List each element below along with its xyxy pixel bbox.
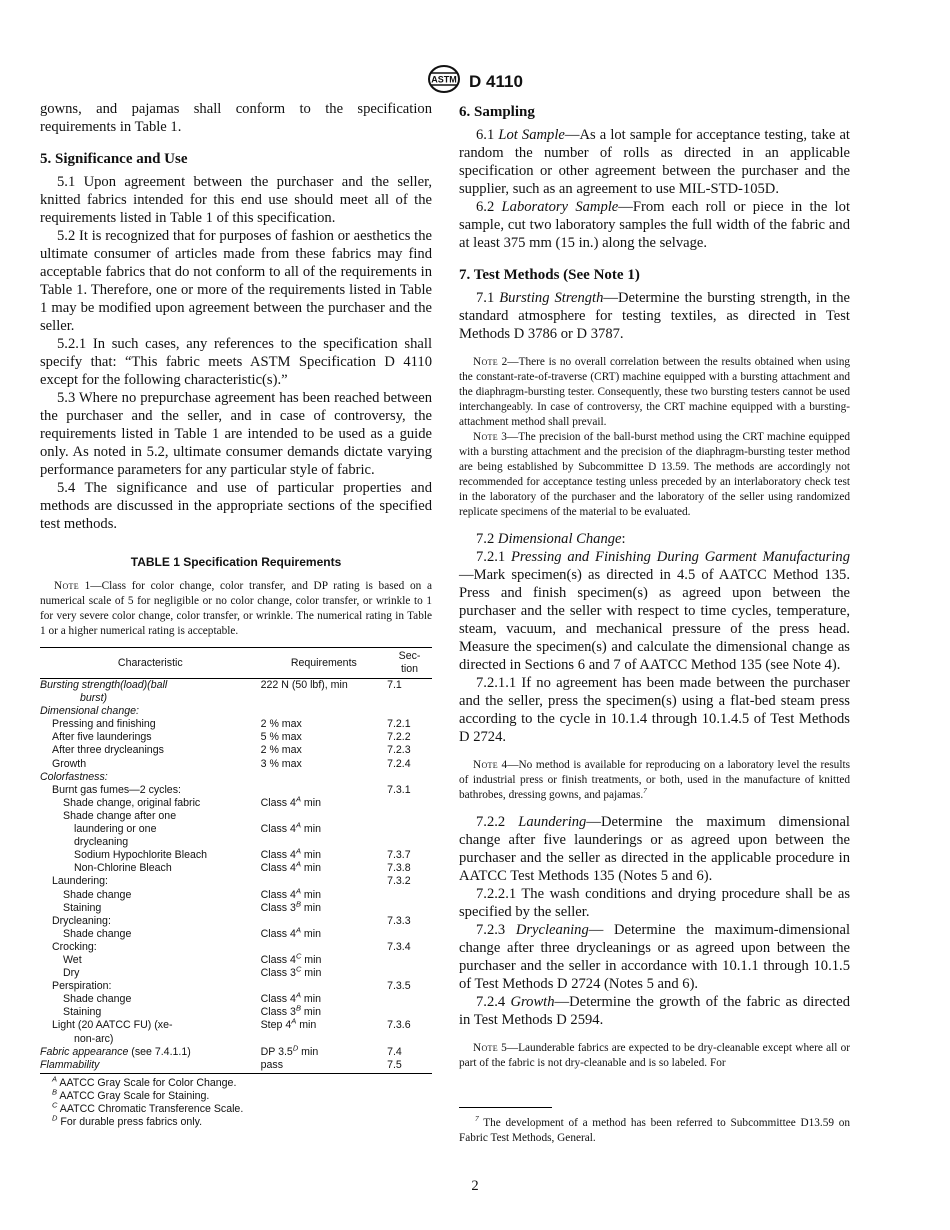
table-title: TABLE 1 Specification Requirements: [130, 555, 342, 569]
para-7-2-2: 7.2.2 Laundering—Determine the maximum dimensional change after five launderings or as agreed upon between the purchaser and the seller as directed in the applicable procedure in AATCC Test Methods 135 (Notes 5 and 6).: [459, 814, 850, 884]
cell-characteristic: Colorfastness:: [40, 770, 108, 783]
cell-section: 7.1: [387, 679, 402, 691]
cell-characteristic: Bursting strength(load)(ball: [40, 679, 168, 691]
cell-section: [387, 836, 432, 849]
astm-logo: [427, 64, 461, 99]
cell-section: [387, 928, 432, 941]
table-row: [40, 1046, 432, 1059]
cell-characteristic: Shade change, original fabric: [63, 796, 201, 809]
cell-characteristic: After five launderings: [52, 731, 152, 744]
cell-section: 7.2.4: [387, 757, 411, 770]
cell-characteristic: Sodium Hypochlorite Bleach: [74, 849, 208, 862]
cell-requirement: [261, 810, 387, 823]
cell-section: 7.3.2: [387, 875, 411, 888]
table-row: [40, 679, 432, 693]
cell-characteristic: drycleaning: [74, 836, 129, 849]
col-header-section: Sec- tion: [387, 648, 432, 679]
table-row: [40, 836, 432, 849]
note-1: Note 1—Class for color change, color transfer, and DP rating is based on a numerical scale of 5 for negligible or no color change, color transfer, or wrinkle to 1 for very severe color change, color transfer, or wrinkle. The numerical rating in Table 1 or a higher numerical rating is acceptable.: [40, 580, 432, 637]
para-5-1: 5.1 Upon agreement between the purchaser and the seller, knitted fabrics intended for this end use should meet all of the requirements listed in Table 1 of this specification.: [40, 174, 432, 226]
designation: D 4110: [469, 71, 523, 91]
table-row: [40, 967, 432, 980]
cell-characteristic: Staining: [63, 901, 102, 914]
cell-requirement: Class $4^A$ min: [260, 794, 321, 809]
table-row: [40, 875, 432, 888]
cell-requirement: 222 N (50 lbf), min: [260, 679, 348, 691]
cell-section: 7.3.6: [387, 1019, 411, 1032]
cell-section: [387, 993, 432, 1006]
page-header: [0, 64, 950, 99]
note-4: Note 4—No method is available for reproducing on a laboratory level the results of industrial press or finish treatments, or both, used in the manufacture of knitted bathrobes, dressing gowns, and pajamas.$^7$: [459, 759, 851, 801]
notes-5: [459, 1041, 850, 1071]
table-row: [40, 744, 432, 757]
section-7-heading: 7. Test Methods (See Note 1): [459, 267, 640, 283]
notes-2-3: [459, 355, 850, 520]
table-row: [40, 705, 432, 718]
table-row: [40, 731, 432, 744]
table-row: [40, 954, 432, 967]
para-7-2-1-1: 7.2.1.1 If no agreement has been made between the purchaser and the seller, press the specimen(s) using a flat-bed steam press according to the cycle in 10.1.4 through 10.1.4.5 of Test Methods D 2724.: [459, 675, 850, 745]
table-row: [40, 1006, 432, 1019]
footnote-rule: [459, 1107, 552, 1108]
cell-requirement: Class $3^B$ min: [260, 1003, 321, 1019]
table-row: [40, 823, 432, 836]
para-5-4: 5.4 The significance and use of particular properties and methods are discussed in the appropriate sections of the specified test methods.: [40, 480, 432, 532]
col-header-characteristic: Characteristic: [40, 648, 261, 679]
para-5-2-1: 5.2.1 In such cases, any references to the specification shall specify that: “This fabric meets ASTM Specification D 4110 except for the following characteristic(s).”: [40, 336, 432, 388]
table-row: [40, 1033, 432, 1046]
table-row: [40, 928, 432, 941]
cell-characteristic: Non-Chlorine Bleach: [74, 862, 172, 875]
cell-requirement: Class $4^A$ min: [260, 990, 321, 1006]
table-row: [40, 758, 432, 771]
cell-requirement: Class $4^A$ min: [260, 846, 321, 862]
right-column: [459, 100, 850, 1146]
cell-section: [387, 967, 432, 980]
section-6-heading: 6. Sampling: [459, 104, 535, 120]
cell-requirement: [261, 771, 387, 784]
table-row: [40, 993, 432, 1006]
cell-section: 7.2.2: [387, 731, 411, 744]
cell-characteristic: Pressing and finishing: [52, 718, 156, 731]
cell-requirement: Class $4^C$ min: [260, 951, 322, 966]
page-number: 2: [471, 1178, 479, 1194]
para-7-2-3: 7.2.3 Drycleaning— Determine the maximum-dimensional change after three drycleanings or as agreed upon between the purchaser and the seller in accordance with 10.1.1 through 10.1.5 of Test Methods D 2724 (Notes 5 and 6).: [459, 922, 850, 992]
para-5-2: 5.2 It is recognized that for purposes of fashion or aesthetics the ultimate consumer of articles made from these fabrics may find acceptable fabrics that do not conform to all of the requirements in Table 1. Therefore, one or more of the requirements listed in Table 1 may be modified upon agreement between the purchaser and the seller.: [40, 228, 432, 334]
cell-section: 7.4: [387, 1045, 402, 1058]
cell-requirement: 2 % max: [260, 718, 302, 731]
table-footnote: $^C$ AATCC Chromatic Transference Scale.: [52, 1100, 244, 1115]
table-row: [40, 797, 432, 810]
table-row: [40, 902, 432, 915]
cell-characteristic: Flammability: [40, 1059, 261, 1074]
para-7-2-4: 7.2.4 Growth—Determine the growth of the fabric as directed in Test Methods D 2594.: [459, 994, 850, 1028]
table-footnote: $^B$ AATCC Gray Scale for Staining.: [52, 1087, 210, 1102]
table-row: [40, 784, 432, 797]
cell-requirement: Class $4^A$ min: [260, 925, 321, 940]
cell-section: [387, 692, 432, 705]
table-row: [40, 862, 432, 875]
footnote-7: $^7$ The development of a method has been referred to Subcommittee D13.59 on Fabric Test Methods, General.: [459, 1114, 850, 1144]
table-row: [40, 980, 432, 993]
cell-requirement: [261, 836, 387, 849]
cell-section: 7.5: [387, 1059, 432, 1074]
para-7-1: 7.1 Bursting Strength—Determine the bursting strength, in the standard atmosphere for testing textiles, as directed in Test Methods D 3786 or D 3787.: [459, 290, 850, 342]
cell-characteristic: laundering or one: [74, 823, 157, 836]
cell-section: [387, 705, 432, 718]
para-6-2: 6.2 Laboratory Sample—From each roll or piece in the lot sample, cut two laboratory samples the full width of the fabric and at least 375 mm (15 in.) along the selvage.: [459, 199, 851, 251]
cell-section: 7.2.1: [387, 718, 411, 731]
cell-characteristic: Drycleaning:: [52, 914, 111, 927]
cell-requirement: Class $4^A$ min: [260, 859, 321, 875]
cell-requirement: 2 % max: [260, 744, 302, 757]
cell-characteristic: Light (20 AATCC FU) (xe-: [52, 1019, 173, 1032]
cell-section: [387, 889, 432, 902]
cell-section: 7.3.7: [387, 849, 411, 862]
note-5: Note 5—Launderable fabrics are expected to be dry-cleanable except where all or part of the fabric is not dry-cleanable and is so labeled. For: [459, 1042, 851, 1069]
cell-section: [387, 810, 432, 823]
para-5-3: 5.3 Where no prepurchase agreement has been reached between the purchaser and the seller, and in case of controversy, the requirements listed in Table 1 are intended to be used as a guide only. As noted in 5.2, ultimate consumer demands dictate varying performance parameters for any particular style of fabric.: [40, 390, 432, 478]
cell-requirement: [261, 915, 387, 928]
cell-section: [387, 1033, 432, 1046]
cell-section: 7.2.3: [387, 744, 411, 757]
table-footnote: $^D$ For durable press fabrics only.: [52, 1113, 203, 1128]
table-row: [40, 810, 432, 823]
section-5-heading: 5. Significance and Use: [40, 151, 188, 167]
table-row: [40, 771, 432, 784]
cell-requirement: Class $4^A$ min: [260, 885, 321, 901]
cell-requirement: Step $4^A$ min: [260, 1016, 317, 1032]
table-row: [40, 941, 432, 954]
table-row: [40, 1019, 432, 1032]
para-6-1: 6.1 Lot Sample—As a lot sample for acceptance testing, take at random the number of rolls as directed in an applicable specification or other agreement between the purchaser and the supplier, such as an agreement to use MIL-STD-105D.: [459, 127, 850, 197]
cell-requirement: pass: [261, 1059, 387, 1074]
cell-characteristic: Crocking:: [52, 940, 97, 953]
cell-characteristic: Shade change: [63, 927, 132, 940]
cell-characteristic: Perspiration:: [52, 980, 112, 993]
cell-section: [387, 771, 432, 784]
cell-characteristic: Laundering:: [52, 875, 108, 888]
cell-requirement: Class $4^A$ min: [260, 820, 321, 836]
cell-requirement: [261, 1033, 387, 1046]
table-footnote: $^A$ AATCC Gray Scale for Color Change.: [52, 1074, 237, 1089]
cell-requirement: DP $3.5^D$ min: [260, 1043, 319, 1058]
cell-characteristic: Shade change after one: [63, 809, 177, 822]
cell-section: [387, 797, 432, 810]
table-row: [40, 889, 432, 902]
table-row: [40, 718, 432, 731]
left-column: [40, 100, 432, 1129]
table-row: [40, 915, 432, 928]
intro-text: gowns, and pajamas shall conform to the specification requirements in Table 1.: [40, 101, 432, 135]
cell-requirement: [261, 692, 387, 705]
cell-requirement: [261, 941, 387, 954]
cell-section: 7.3.4: [387, 940, 411, 953]
col-header-requirements: Requirements: [261, 648, 387, 679]
cell-requirement: [261, 784, 387, 797]
cell-characteristic: Dry: [63, 967, 80, 980]
para-7-2-2-1: 7.2.2.1 The wash conditions and drying procedure shall be as specified by the seller.: [459, 886, 850, 920]
table-row: [40, 849, 432, 862]
spec-table: [40, 647, 432, 1074]
para-7-2: 7.2 Dimensional Change:: [476, 531, 626, 547]
cell-characteristic: Shade change: [63, 888, 132, 901]
svg-text:ASTM: ASTM: [431, 74, 457, 85]
cell-requirement: [261, 875, 387, 888]
cell-characteristic: Shade change: [63, 993, 132, 1006]
cell-characteristic: non-arc): [74, 1032, 114, 1045]
cell-section: [387, 954, 432, 967]
cell-section: [387, 902, 432, 915]
cell-section: 7.3.1: [387, 783, 411, 796]
cell-characteristic: Burnt gas fumes—2 cycles:: [52, 783, 181, 796]
table-row: [40, 1059, 432, 1074]
cell-characteristic: After three drycleanings: [52, 744, 164, 757]
cell-characteristic: Wet: [63, 953, 82, 966]
cell-section: [387, 823, 432, 836]
note-3: Note 3—The precision of the ball-burst method using the CRT machine equipped with a bursting attachment and the precision of the diaphragm-bursting tester method are being established by Subcommittee D 13.59. The methods are accordingly not recommended for acceptance testing unless preceded by an interlaboratory check test in the laboratory of the purchaser and the laboratory of the seller using randomized replicate specimens of the material to be evaluated.: [459, 431, 850, 518]
table-row: [40, 692, 432, 705]
cell-requirement: 3 % max: [260, 757, 302, 770]
cell-requirement: Class $3^B$ min: [260, 899, 321, 914]
cell-characteristic: Fabric appearance (see 7.4.1.1): [40, 1045, 191, 1058]
cell-section: 7.3.8: [387, 862, 411, 875]
cell-requirement: [261, 980, 387, 993]
cell-characteristic: burst): [80, 692, 108, 705]
cell-section: 7.3.5: [387, 980, 411, 993]
table-footnotes: [40, 1074, 432, 1129]
note-2: Note 2—There is no overall correlation between the results obtained when using the constant-rate-of-traverse (CRT) machine equipped with a bursting attachment and the diaphragm-bursting tester. Consequently, these two bursting testers cannot be used interchangeably. In case of controversy, the CRT machine equipped with a bursting-attachment method shall prevail.: [459, 356, 850, 428]
cell-requirement: Class $3^C$ min: [260, 964, 322, 980]
cell-characteristic: Growth: [52, 757, 87, 770]
cell-section: 7.3.3: [387, 914, 411, 927]
cell-characteristic: Dimensional change:: [40, 705, 139, 718]
cell-section: [387, 1006, 432, 1019]
para-7-2-1: 7.2.1 Pressing and Finishing During Garment Manufacturing—Mark specimen(s) as directed in 4.5 of AATCC Method 135. Press and finish specimen(s) as agreed upon between the purchaser and the seller with respect to time cycles, temperature, steam, vacuum, and mechanical pressure of the press head. Measure the specimen(s) and calculate the dimensional change as directed in Sections 6 and 7 of AATCC Method 135 (see Note 4).: [459, 549, 850, 673]
cell-characteristic: Staining: [63, 1006, 102, 1019]
cell-requirement: [261, 705, 387, 718]
cell-requirement: 5 % max: [260, 731, 302, 744]
notes-4: [459, 758, 850, 803]
